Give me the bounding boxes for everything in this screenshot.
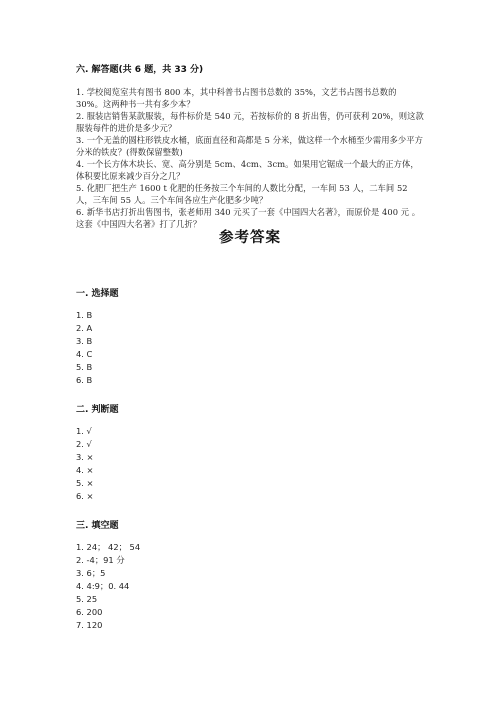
judge-answers bbox=[76, 425, 94, 503]
problem-2: 2. 服装店销售某款服装，每件标价是 540 元，若按标价的 8 折出售，仍可获利 20%，则这款服装每件的进价是多少元？ bbox=[76, 111, 424, 133]
list-item: 4. 4:9；0. 44 bbox=[76, 581, 130, 591]
list-item: 1. √ bbox=[76, 426, 92, 436]
problem-6: 6. 新华书店打折出售图书，张老师用 340 元买了一套《中国四大名著》，而原价是 400 元 。这套《中国四大名著》打了几折？ bbox=[76, 207, 421, 229]
problem-5: 5. 化肥厂把生产 1600 t 化肥的任务按三个车间的人数比分配，一车间 53 人，二车间 52 人，三车间 55 人。三个车间各应生产化肥多少吨？ bbox=[76, 183, 408, 205]
problem-1: 1. 学校阅览室共有图书 800 本，其中科普书占图书总数的 35%，文艺书占图书总数的 30%。这两种书一共有多少本？ bbox=[76, 87, 397, 109]
list-item: 2. -4；91 分 bbox=[76, 555, 125, 565]
answer-key-title: 参考答案 bbox=[219, 230, 281, 246]
list-item: 5. 25 bbox=[76, 594, 98, 604]
fill-heading: 三. 填空题 bbox=[76, 521, 119, 531]
list-item: 5. B bbox=[76, 362, 93, 372]
problem-3: 3. 一个无盖的圆柱形铁皮水桶，底面直径和高都是 5 分米，做这样一个水桶至少需用多少平方分米的铁皮？(得数保留整数) bbox=[76, 135, 423, 157]
list-item: 3. 6；5 bbox=[76, 568, 106, 578]
list-item: 4. × bbox=[76, 465, 94, 475]
judge-heading: 二. 判断题 bbox=[76, 405, 119, 415]
list-item: 4. C bbox=[76, 349, 93, 359]
choice-heading: 一. 选择题 bbox=[76, 289, 119, 299]
problem-list bbox=[76, 86, 426, 230]
choice-answers bbox=[76, 309, 92, 387]
problem-4: 4. 一个长方体木块长、宽、高分别是 5cm、4cm、3cm。如果用它锯成一个最大的正方体，体积要比原来减少百分之几？ bbox=[76, 159, 419, 181]
list-item: 6. B bbox=[76, 375, 93, 385]
fill-answers bbox=[76, 541, 140, 632]
section-six-heading: 六. 解答题(共 6 题，共 33 分) bbox=[76, 65, 204, 75]
list-item: 5. × bbox=[76, 478, 94, 488]
list-item: 2. A bbox=[76, 323, 93, 333]
list-item: 2. √ bbox=[76, 439, 92, 449]
list-item: 7. 120 bbox=[76, 620, 103, 630]
list-item: 3. B bbox=[76, 336, 93, 346]
list-item: 6. 200 bbox=[76, 607, 103, 617]
list-item: 1. 24； 42； 54 bbox=[76, 542, 141, 552]
list-item: 3. × bbox=[76, 452, 94, 462]
list-item: 1. B bbox=[76, 310, 93, 320]
list-item: 6. × bbox=[76, 491, 94, 501]
